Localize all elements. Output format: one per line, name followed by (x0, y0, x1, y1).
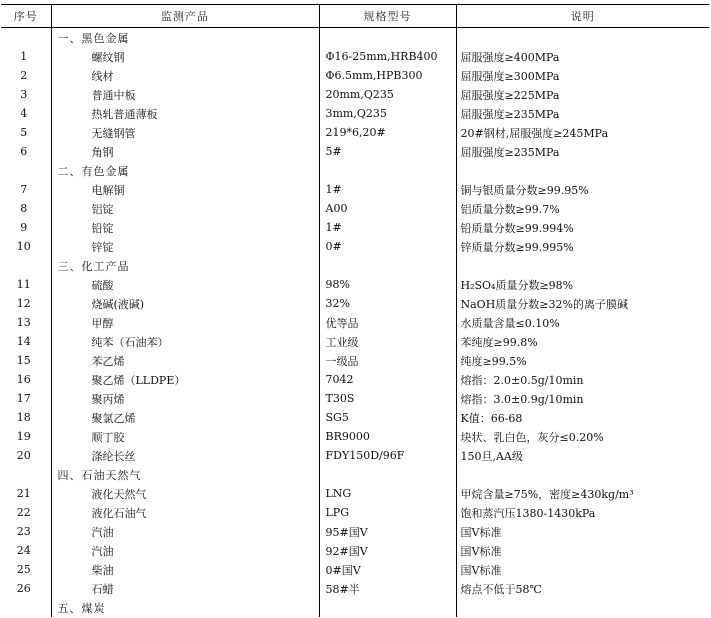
category-seq-cell (1, 598, 51, 617)
row-note: 屈服强度≥300MPa (456, 66, 709, 85)
table-row (1, 47, 709, 66)
row-product: 线材 (51, 66, 319, 85)
row-spec: 5# (319, 142, 456, 161)
row-product: 聚氯乙烯 (51, 408, 319, 427)
row-product: 无缝钢管 (51, 123, 319, 142)
table-row (1, 351, 709, 370)
table-row (1, 218, 709, 237)
category-row (1, 161, 709, 180)
category-spec-cell (319, 28, 456, 48)
row-note: K值：66-68 (456, 408, 709, 427)
row-seq: 15 (16, 354, 31, 367)
row-note: H₂SO₄质量分数≥98% (456, 275, 709, 294)
table-row (1, 104, 709, 123)
category-row (1, 256, 709, 275)
row-note: 块状、乳白色，灰分≤0.20% (456, 427, 709, 446)
row-seq: 10 (16, 240, 31, 253)
row-product: 普通中板 (51, 85, 319, 104)
row-spec: 219*6,20# (319, 123, 456, 142)
row-note: 国Ⅴ标准 (456, 541, 709, 560)
category-spec-cell (319, 465, 456, 484)
category-spec-cell (319, 598, 456, 617)
category-note-cell (456, 161, 709, 180)
row-product: 液化石油气 (51, 503, 319, 522)
row-seq: 5 (20, 126, 28, 139)
row-spec: Φ6.5mm,HPB300 (319, 66, 456, 85)
row-spec: 92#国Ⅴ (319, 541, 456, 560)
table-row (1, 522, 709, 541)
table-row (1, 560, 709, 579)
table-row (1, 85, 709, 104)
row-seq: 19 (16, 430, 31, 443)
category-seq-cell (1, 28, 51, 48)
row-product: 甲醇 (51, 313, 319, 332)
table-row (1, 180, 709, 199)
row-spec: 优等品 (319, 313, 456, 332)
row-note: 150旦,AA级 (456, 446, 709, 465)
row-seq: 1 (20, 50, 28, 63)
category-note-cell (456, 465, 709, 484)
row-spec: 3mm,Q235 (319, 104, 456, 123)
table-body (1, 28, 709, 618)
row-seq: 23 (16, 525, 31, 538)
category-row (1, 598, 709, 617)
table-row (1, 294, 709, 313)
row-spec: Φ16-25mm,HRB400 (319, 47, 456, 66)
row-product: 角钢 (51, 142, 319, 161)
header-seq: 序号 (1, 5, 51, 28)
table-row (1, 313, 709, 332)
row-seq: 21 (16, 487, 31, 500)
category-seq-cell (1, 161, 51, 180)
row-spec: T30S (319, 389, 456, 408)
row-seq: 6 (20, 145, 28, 158)
row-note: 水质量含量≤0.10% (456, 313, 709, 332)
category-row (1, 28, 709, 48)
row-seq: 26 (16, 582, 31, 595)
table-row (1, 503, 709, 522)
row-spec: 1# (319, 180, 456, 199)
row-spec: 32% (319, 294, 456, 313)
row-seq: 22 (16, 506, 31, 519)
row-seq: 13 (16, 316, 31, 329)
row-product: 柴油 (51, 560, 319, 579)
row-spec: 工业级 (319, 332, 456, 351)
row-product: 聚丙烯 (51, 389, 319, 408)
row-product: 硫酸 (51, 275, 319, 294)
row-note: 锌质量分数≥99.995% (456, 237, 709, 256)
table-row (1, 370, 709, 389)
table-row (1, 332, 709, 351)
row-spec: 一级品 (319, 351, 456, 370)
row-note: 20#钢材,屈服强度≥245MPa (456, 123, 709, 142)
row-seq: 4 (20, 107, 28, 120)
table-row (1, 275, 709, 294)
row-product: 汽油 (51, 541, 319, 560)
category-note-cell (456, 598, 709, 617)
row-spec: 95#国Ⅴ (319, 522, 456, 541)
row-spec: 0# (319, 237, 456, 256)
row-note: 苯纯度≥99.8% (456, 332, 709, 351)
row-note: 铝质量分数≥99.7% (456, 199, 709, 218)
row-spec: 0#国Ⅴ (319, 560, 456, 579)
row-product: 热轧普通薄板 (51, 104, 319, 123)
row-spec: FDY150D/96F (319, 446, 456, 465)
row-seq: 14 (16, 335, 31, 348)
row-note: 屈服强度≥400MPa (456, 47, 709, 66)
table-row (1, 123, 709, 142)
row-spec: 98% (319, 275, 456, 294)
table-row (1, 579, 709, 598)
row-product: 汽油 (51, 522, 319, 541)
category-title: 四、石油天然气 (51, 465, 319, 484)
row-seq: 16 (16, 373, 31, 386)
category-seq-cell (1, 465, 51, 484)
row-note: 甲烷含量≥75%，密度≥430kg/m³ (456, 484, 709, 503)
row-spec: LNG (319, 484, 456, 503)
row-product: 锌锭 (51, 237, 319, 256)
row-seq: 7 (20, 183, 28, 196)
row-note: 熔点不低于58℃ (456, 579, 709, 598)
row-spec: 20mm,Q235 (319, 85, 456, 104)
row-spec: 7042 (319, 370, 456, 389)
category-spec-cell (319, 256, 456, 275)
row-note: 屈服强度≥235MPa (456, 104, 709, 123)
row-seq: 3 (20, 88, 28, 101)
row-seq: 9 (20, 221, 28, 234)
row-product: 铝锭 (51, 199, 319, 218)
row-product: 聚乙烯（LLDPE） (51, 370, 319, 389)
row-product: 螺纹钢 (51, 47, 319, 66)
table-row (1, 389, 709, 408)
category-seq-cell (1, 256, 51, 275)
category-row (1, 465, 709, 484)
row-seq: 2 (20, 69, 28, 82)
table-row (1, 66, 709, 85)
row-seq: 25 (16, 563, 31, 576)
row-seq: 12 (16, 297, 31, 310)
category-note-cell (456, 28, 709, 48)
row-spec: SG5 (319, 408, 456, 427)
row-note: 纯度≥99.5% (456, 351, 709, 370)
header-spec: 规格型号 (319, 5, 456, 28)
row-note: 熔指：3.0±0.9g/10min (456, 389, 709, 408)
row-seq: 11 (16, 278, 31, 291)
category-title: 三、化工产品 (51, 256, 319, 275)
table-row (1, 541, 709, 560)
row-note: 国Ⅴ标准 (456, 560, 709, 579)
row-spec: 1# (319, 218, 456, 237)
row-note: NaOH质量分数≥32%的离子膜碱 (456, 294, 709, 313)
row-seq: 18 (16, 411, 31, 424)
row-seq: 8 (20, 202, 28, 215)
row-spec: BR9000 (319, 427, 456, 446)
table-row (1, 408, 709, 427)
category-note-cell (456, 256, 709, 275)
row-product: 烧碱(液碱) (51, 294, 319, 313)
row-seq: 17 (16, 392, 31, 405)
row-note: 屈服强度≥225MPa (456, 85, 709, 104)
table-row (1, 199, 709, 218)
table-row (1, 427, 709, 446)
row-note: 国Ⅴ标准 (456, 522, 709, 541)
row-spec: A00 (319, 199, 456, 218)
row-note: 铅质量分数≥99.994% (456, 218, 709, 237)
row-note: 铜与银质量分数≥99.95% (456, 180, 709, 199)
category-title: 一、黑色金属 (51, 28, 319, 48)
row-spec: LPG (319, 503, 456, 522)
category-title: 二、有色金属 (51, 161, 319, 180)
row-seq: 20 (16, 449, 31, 462)
table-row (1, 237, 709, 256)
table-header-row (1, 5, 709, 28)
row-product: 液化天然气 (51, 484, 319, 503)
row-seq: 24 (16, 544, 31, 557)
table-row (1, 446, 709, 465)
row-spec: 58#半 (319, 579, 456, 598)
header-note: 说明 (456, 5, 709, 28)
table-row (1, 142, 709, 161)
row-product: 电解铜 (51, 180, 319, 199)
row-product: 顺丁胶 (51, 427, 319, 446)
row-product: 石蜡 (51, 579, 319, 598)
products-table (1, 4, 709, 617)
row-note: 熔指：2.0±0.5g/10min (456, 370, 709, 389)
row-product: 铅锭 (51, 218, 319, 237)
row-product: 涤纶长丝 (51, 446, 319, 465)
row-product: 纯苯（石油苯） (51, 332, 319, 351)
row-note: 饱和蒸汽压1380-1430kPa (456, 503, 709, 522)
row-note: 屈服强度≥235MPa (456, 142, 709, 161)
row-product: 苯乙烯 (51, 351, 319, 370)
header-product: 监测产品 (51, 5, 319, 28)
table-row (1, 484, 709, 503)
category-title: 五、煤炭 (51, 598, 319, 617)
category-spec-cell (319, 161, 456, 180)
